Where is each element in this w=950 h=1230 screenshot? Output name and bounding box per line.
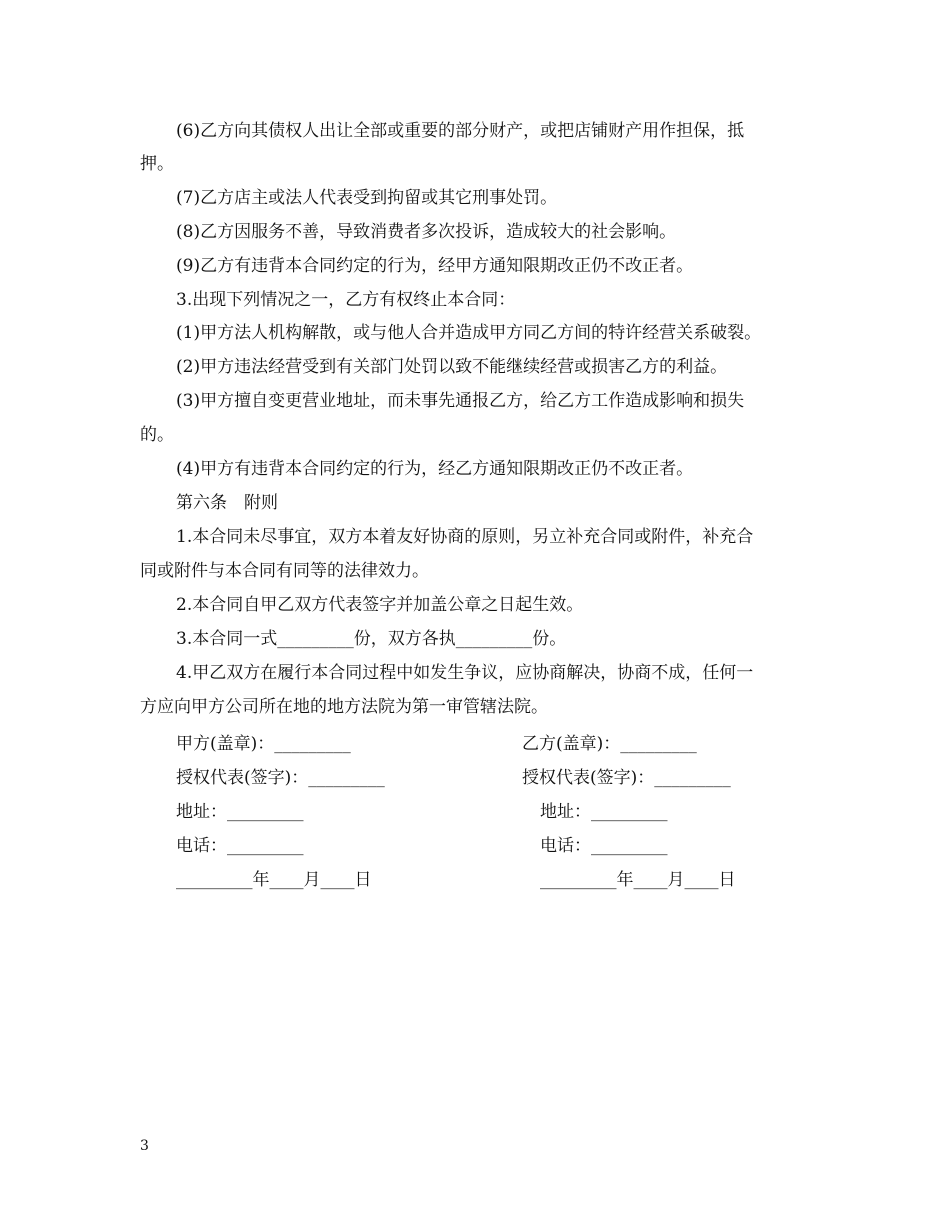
party-b-seal-field: 乙方(盖章)：_________: [522, 734, 697, 754]
party-a-seal-field: 甲方(盖章)：_________: [176, 734, 351, 754]
paragraph-clause-7: (7)乙方店主或法人代表受到拘留或其它刑事处罚。: [176, 188, 558, 208]
paragraph-clause-6-continued: 押。: [140, 154, 174, 174]
party-b-address-field: 地址：_________: [540, 802, 668, 822]
paragraph-item-4: (4)甲方有违背本合同约定的行为，经乙方通知限期改正仍不改正者。: [176, 459, 694, 479]
paragraph-item-2: (2)甲方违法经营受到有关部门处罚以致不能继续经营或损害乙方的利益。: [176, 357, 728, 377]
paragraph-appendix-1: 1.本合同未尽事宜，双方本着友好协商的原则，另立补充合同或附件，补充合: [176, 527, 754, 547]
paragraph-item-1: (1)甲方法人机构解散，或与他人合并造成甲方同乙方间的特许经营关系破裂。: [176, 323, 762, 343]
paragraph-section-3: 3.出现下列情况之一，乙方有权终止本合同：: [176, 290, 516, 310]
paragraph-item-3: (3)甲方擅自变更营业地址，而未事先通报乙方，给乙方工作造成影响和损失: [176, 391, 745, 411]
paragraph-appendix-4: 4.甲乙双方在履行本合同过程中如发生争议，应协商解决，协商不成，任何一: [176, 663, 754, 683]
paragraph-clause-6: (6)乙方向其债权人出让全部或重要的部分财产，或把店铺财产用作担保，抵: [176, 121, 745, 141]
paragraph-item-3-continued: 的。: [140, 425, 174, 445]
party-b-date-field: _________年____月____日: [540, 870, 736, 890]
party-b-phone-field: 电话：_________: [540, 836, 668, 856]
page-number: 3: [140, 1138, 149, 1154]
article-six-heading: 第六条 附则: [176, 493, 278, 513]
party-a-representative-field: 授权代表(签字)：_________: [176, 768, 385, 788]
paragraph-clause-9: (9)乙方有违背本合同约定的行为，经甲方通知限期改正仍不改正者。: [176, 256, 694, 276]
paragraph-appendix-3: 3.本合同一式_________份，双方各执_________份。: [176, 629, 567, 649]
party-a-phone-field: 电话：_________: [176, 836, 304, 856]
paragraph-clause-8: (8)乙方因服务不善，导致消费者多次投诉，造成较大的社会影响。: [176, 222, 677, 242]
party-a-date-field: _________年____月____日: [176, 870, 372, 890]
paragraph-appendix-2: 2.本合同自甲乙双方代表签字并加盖公章之日起生效。: [176, 595, 584, 615]
party-b-representative-field: 授权代表(签字)：_________: [522, 768, 731, 788]
paragraph-appendix-4-continued: 方应向甲方公司所在地的地方法院为第一审管辖法院。: [140, 697, 548, 717]
party-a-address-field: 地址：_________: [176, 802, 304, 822]
paragraph-appendix-1-continued: 同或附件与本合同有同等的法律效力。: [140, 561, 429, 581]
